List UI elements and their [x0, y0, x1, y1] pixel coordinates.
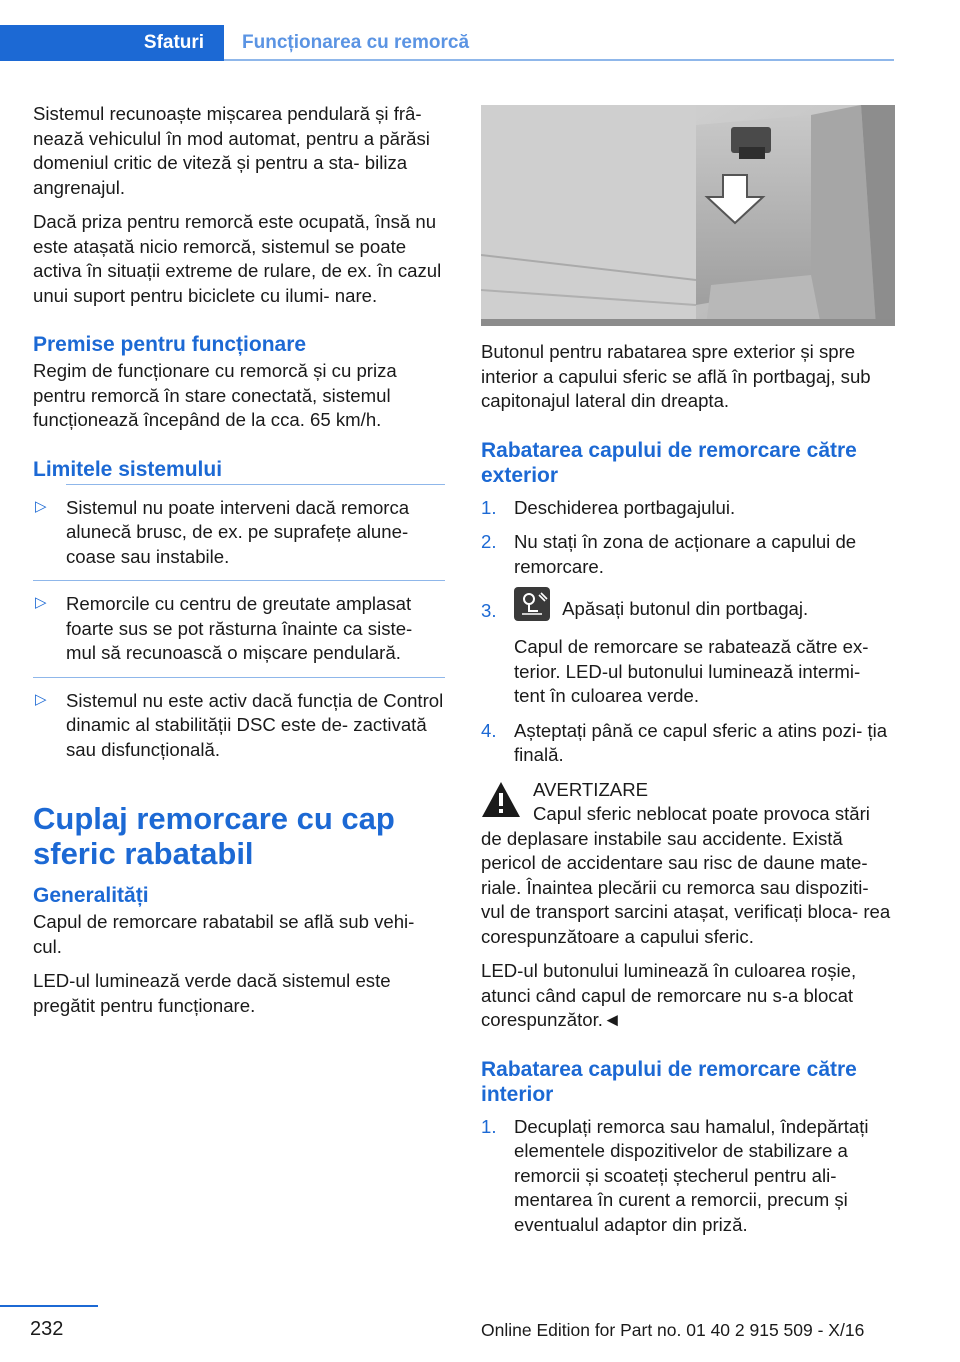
step-text: Deschiderea portbagajului. — [514, 496, 736, 518]
triangle-right-icon: ▷ — [35, 497, 47, 515]
trailer-hitch-button-icon — [514, 587, 550, 621]
trunk-photo — [481, 105, 895, 326]
trunk-panel-illustration — [481, 105, 895, 326]
header-chapter-tab[interactable]: Funcționarea cu remorcă — [242, 32, 470, 53]
edition-note: Online Edition for Part no. 01 40 2 915 509 - X/16 — [481, 1320, 865, 1340]
fold-in-steps — [481, 1115, 895, 1238]
list-divider — [33, 580, 445, 581]
step-number: 2. — [481, 531, 497, 552]
heading-premise: Premise pentru funcționare — [33, 333, 307, 356]
header-accent-bar — [0, 25, 124, 61]
warning-title: AVERTIZARE — [533, 778, 649, 800]
photo-caption: Butonul pentru rabatarea spre exterior și spre interior a capului sferic se află în portbagaj, sub capitonajul lateral din dreapta. — [481, 341, 871, 411]
limit-text: Sistemul nu este activ dacă funcția de Control dinamic al stabilității DSC este de‐ zactivată sau disfuncțională. — [66, 689, 444, 760]
header-underline — [224, 59, 894, 61]
step-number: 3. — [481, 600, 497, 621]
triangle-right-icon: ▷ — [35, 690, 47, 708]
warning-block — [481, 778, 895, 950]
list-item — [33, 677, 445, 763]
warning-triangle-icon — [481, 780, 521, 820]
page-header — [0, 0, 960, 62]
triangle-right-icon: ▷ — [35, 594, 47, 611]
step-text: Nu stați în zona de acționare a capului de remorcare. — [514, 531, 857, 577]
paragraph-general-location: Capul de remorcare rabatabil se află sub vehi‐ cul. — [33, 911, 415, 957]
list-item — [481, 719, 895, 768]
list-item — [33, 484, 445, 570]
page-number: 232 — [30, 1318, 64, 1340]
step-text: Apăsați butonul din portbagaj. — [562, 597, 809, 619]
right-column — [481, 340, 895, 1247]
step-number: 1. — [481, 1115, 497, 1137]
step-subtext: Capul de remorcare se rabatează către ex‐ terior. LED-ul butonului luminează intermi‐ tent în culoarea verde. — [514, 636, 869, 706]
fold-out-steps — [481, 496, 895, 768]
heading-general: Generalități — [33, 884, 149, 907]
list-divider — [66, 484, 445, 485]
footer-accent-line — [0, 1305, 98, 1307]
list-item — [481, 496, 895, 521]
paragraph-socket-occupied: Dacă priza pentru remorcă este ocupată, însă nu este atașată nicio remorcă, sistemul se poate activa în situații extreme de rulare, de ex. în cazul unui suport pentru biciclete cu ilumi‐ nare. — [33, 211, 442, 306]
heading-fold-in: Rabatarea capului de remorcare către interior — [481, 1057, 857, 1106]
header-section-tab[interactable]: Sfaturi — [124, 25, 224, 61]
heading-main: Cuplaj remorcare cu cap sferic rabatabil — [33, 801, 395, 871]
limit-text: Sistemul nu poate interveni dacă remorca alunecă brusc, de ex. pe suprafețe alune‐ coase sau instabile. — [66, 496, 410, 567]
list-divider — [33, 677, 445, 678]
paragraph-pendulum: Sistemul recunoaște mișcarea pendulară și frâ‐ nează vehiculul în mod automat, pentru a părăsi domeniul critic de viteză și pentru a sta‐ biliza angrenajul. — [33, 103, 430, 198]
heading-fold-out: Rabatarea capului de remorcare către exterior — [481, 438, 857, 487]
list-item — [481, 1115, 895, 1238]
step-number: 4. — [481, 719, 497, 741]
step-text: Decuplați remorca sau hamalul, îndepărtați elementele dispozitivelor de stabilizare a remorcii și scoateți ștecherul pentru ali‐ mentarea în curent a remorcii, precum și eventualul adaptor din priză. — [514, 1115, 869, 1235]
step-number: 1. — [481, 496, 497, 518]
list-item — [33, 580, 445, 666]
paragraph-general-led: LED-ul luminează verde dacă sistemul este pregătit pentru funcționare. — [33, 970, 391, 1016]
paragraph-led-red: LED-ul butonului luminează în culoarea roșie, atunci când capul de remorcare nu s-a blocat corespunzător.◄ — [481, 960, 857, 1030]
limits-list — [33, 484, 445, 763]
list-item — [481, 530, 895, 579]
warning-text: Capul sferic neblocat poate provoca stări de deplasare instabile sau accidente. Există pericol de accidentare sau risc de daune mate‐ riale. Înaintea plecării cu remorca sau dispoziti‐ vul de transport sarcini atașat, verificați bloca‐ rea corespunzătoare a capului sferic. — [481, 803, 891, 947]
left-column — [33, 102, 445, 1028]
list-item — [481, 589, 895, 709]
paragraph-premise: Regim de funcționare cu remorcă și cu priza pentru remorcă în stare conectată, sistemul funcționează începând de la cca. 65 km/h. — [33, 360, 397, 430]
step-text: Așteptați până ce capul sferic a atins pozi‐ ția finală. — [514, 719, 888, 765]
limit-text: Remorcile cu centru de greutate amplasat foarte sus se pot răsturna înainte ca siste‐ mul să recunoască o mișcare pendulară. — [66, 593, 413, 663]
heading-limits: Limitele sistemului — [33, 457, 223, 481]
